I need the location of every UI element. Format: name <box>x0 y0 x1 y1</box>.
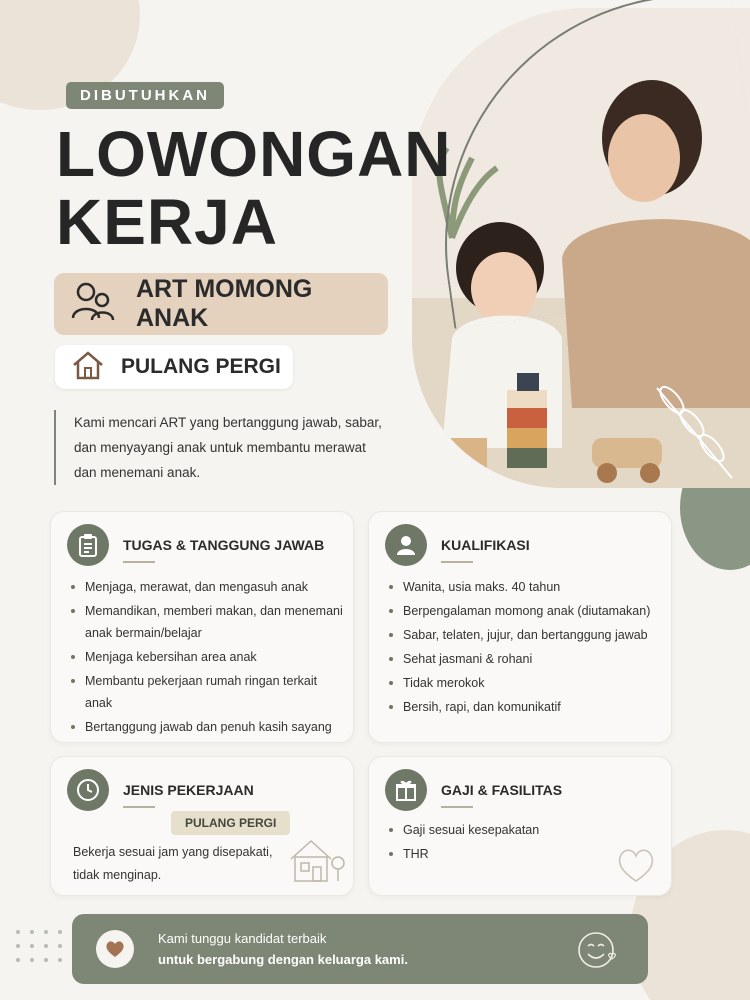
list-item: Sabar, telaten, jujur, dan bertanggung jawab <box>387 624 667 646</box>
card-jobtype <box>50 756 354 896</box>
heart-outline-icon <box>615 845 657 890</box>
card-salary-title: GAJI & FASILITAS <box>441 782 563 798</box>
clipboard-icon <box>67 524 109 566</box>
footer-line-2: untuk bergabung dengan keluarga kami. <box>158 952 408 967</box>
decor-arc <box>413 0 750 329</box>
footer-banner <box>72 914 648 984</box>
list-item: Berpengalaman momong anak (diutamakan) <box>387 600 667 622</box>
heart-icon <box>96 930 134 968</box>
smiley-icon <box>576 929 620 976</box>
card-tasks-title: TUGAS & TANGGUNG JAWAB <box>123 537 325 553</box>
title-line-1: LOWONGAN <box>56 118 452 190</box>
mode-label: PULANG PERGI <box>121 355 281 378</box>
list-item: THR <box>387 843 647 865</box>
list-item: Bertanggung jawab dan penuh kasih sayang <box>69 716 345 738</box>
tag-label: DIBUTUHKAN <box>66 82 224 109</box>
role-pill <box>54 273 388 335</box>
jobtype-chip: PULANG PERGI <box>171 811 290 835</box>
card-salary <box>368 756 672 896</box>
decor-dots-bottom <box>16 930 76 962</box>
list-item: Gaji sesuai kesepakatan <box>387 819 647 841</box>
list-item: Sehat jasmani & rohani <box>387 648 667 670</box>
jobtype-description: Bekerja sesuai jam yang disepakati, tidak menginap. <box>73 845 273 882</box>
card-jobtype-title: JENIS PEKERJAAN <box>123 782 254 798</box>
list-item: Wanita, usia maks. 40 tahun <box>387 576 667 598</box>
clock-icon <box>67 769 109 811</box>
house-icon <box>71 350 105 385</box>
person-icon <box>385 524 427 566</box>
card-tasks <box>50 511 354 743</box>
salary-list <box>387 819 647 867</box>
card-qualifications-title: KUALIFIKASI <box>441 537 530 553</box>
card-qualifications <box>368 511 672 743</box>
list-item: Menjaga kebersihan area anak <box>69 646 345 668</box>
gift-icon <box>385 769 427 811</box>
list-item: Bersih, rapi, dan komunikatif <box>387 696 667 718</box>
list-item: Menjaga, merawat, dan mengasuh anak <box>69 576 345 598</box>
qualifications-list <box>387 576 667 720</box>
page-title <box>56 120 452 256</box>
intro-text: Kami mencari ART yang bertanggung jawab, sabar, dan menyayangi anak untuk membantu merawat dan menemani anak. <box>54 410 384 485</box>
role-label: ART MOMONG ANAK <box>136 275 313 332</box>
footer-line-1: Kami tunggu kandidat terbaik <box>158 931 327 946</box>
list-item: Membantu pekerjaan rumah ringan terkait anak <box>69 670 345 714</box>
tasks-list <box>69 576 345 740</box>
mode-pill <box>55 345 293 389</box>
list-item: Tidak merokok <box>387 672 667 694</box>
house-outline-icon <box>287 835 347 890</box>
list-item: Memandikan, memberi makan, dan menemani anak bermain/belajar <box>69 600 345 644</box>
footer-text <box>158 928 408 970</box>
title-line-2: KERJA <box>56 186 278 258</box>
people-icon <box>70 280 116 329</box>
